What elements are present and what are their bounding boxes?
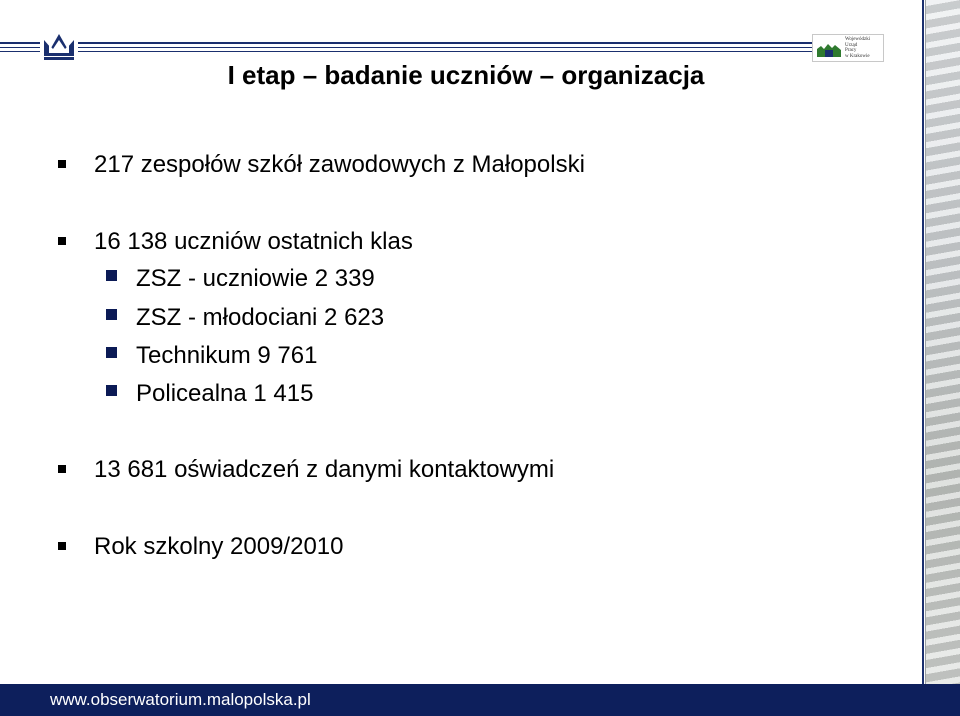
header-rule-thin	[0, 47, 815, 48]
sub-bullet-marker	[106, 270, 117, 281]
wup-krakow-logo-icon	[812, 34, 884, 62]
sub-bullet-item: ZSZ - uczniowie 2 339	[136, 265, 375, 292]
header-rule-thick	[0, 42, 815, 44]
sub-bullet-item: ZSZ - młodociani 2 623	[136, 304, 385, 331]
footer-bar	[0, 684, 960, 716]
bullet-item: 13 681 oświadczeń z danymi kontaktowymi	[94, 456, 555, 483]
crown-logo-icon	[40, 30, 78, 62]
slide-title-text: I etap – badanie uczniów – organizacja	[227, 60, 705, 90]
side-decorative-photo	[925, 0, 960, 684]
logo-org-name: Wojewódzki Urząd Pracy w Krakowie	[845, 37, 871, 59]
bullet-marker	[58, 542, 66, 550]
bullet-item: Rok szkolny 2009/2010	[94, 533, 344, 560]
footer-url: www.obserwatorium.malopolska.pl	[50, 690, 311, 709]
sub-bullet-marker	[106, 347, 117, 358]
bullet-marker	[58, 465, 66, 473]
sub-bullet-marker	[106, 309, 117, 320]
side-divider	[922, 0, 924, 684]
header-rule-thin-2	[0, 51, 815, 52]
bullet-marker	[58, 160, 66, 168]
bullet-item: 217 zespołów szkół zawodowych z Małopolski	[94, 151, 585, 178]
slide-title	[0, 60, 930, 91]
bullet-item: 16 138 uczniów ostatnich klas	[94, 228, 413, 255]
sub-bullet-item: Policealna 1 415	[136, 380, 314, 407]
sub-bullet-marker	[106, 385, 117, 396]
bullet-marker	[58, 237, 66, 245]
sub-bullet-item: Technikum 9 761	[136, 342, 318, 369]
